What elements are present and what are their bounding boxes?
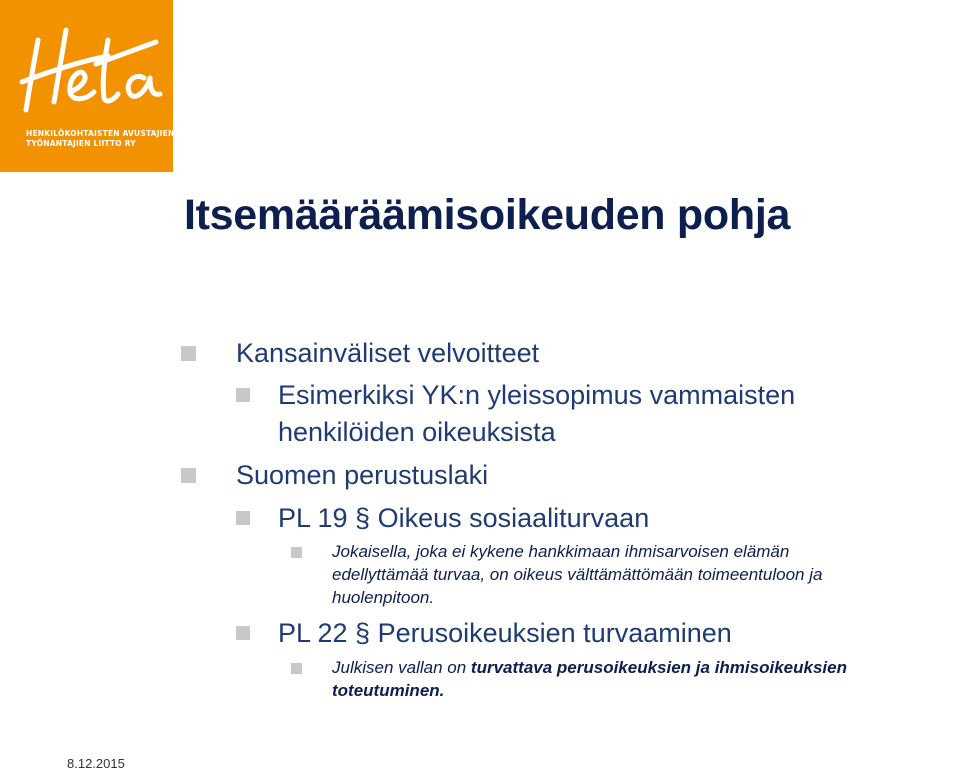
bullet-pl22 bbox=[278, 618, 732, 649]
bullet-pl19 bbox=[278, 503, 649, 534]
logo-tagline-2: TYÖNANTAJIEN LIITTO RY bbox=[26, 139, 136, 148]
square-bullet-icon bbox=[236, 388, 250, 402]
bullet-un-convention-continued bbox=[278, 417, 556, 448]
bullet-pl19-detail bbox=[332, 542, 789, 562]
bullet-text-line-2: toteutuminen. bbox=[332, 681, 445, 700]
square-bullet-icon bbox=[236, 511, 250, 525]
footer-date: 8.12.2015 bbox=[67, 756, 125, 771]
heta-wordmark-logo bbox=[8, 22, 168, 122]
bullet-pl22-detail-line-2 bbox=[332, 681, 444, 701]
bullet-text: PL 19 § Oikeus sosiaaliturvaan bbox=[278, 503, 650, 533]
bullet-pl19-detail-line-2 bbox=[332, 565, 822, 585]
bullet-text-line-1: Jokaisella, joka ei kykene hankkimaan ihmisarvoisen elämän bbox=[332, 542, 790, 561]
bullet-text-line-3: huolenpitoon. bbox=[332, 588, 435, 607]
bullet-text-line-1: Esimerkiksi YK:n yleissopimus vammaisten bbox=[278, 380, 796, 410]
square-bullet-icon bbox=[181, 468, 196, 483]
bullet-text-line-2: edellyttämää turvaa, on oikeus välttämättömään toimeentuloon ja bbox=[332, 565, 823, 584]
bullet-pl19-detail-line-3 bbox=[332, 588, 434, 608]
square-bullet-icon bbox=[291, 663, 302, 674]
slide-title: Itsemääräämisoikeuden pohja bbox=[184, 191, 791, 239]
bullet-text: Kansainväliset velvoitteet bbox=[236, 338, 540, 368]
square-bullet-icon bbox=[291, 547, 302, 558]
square-bullet-icon bbox=[236, 626, 250, 640]
bullet-constitution bbox=[236, 460, 488, 491]
bullet-text-plain: Julkisen vallan on bbox=[332, 658, 471, 677]
bullet-text-bold: turvattava perusoikeuksien ja ihmisoikeuksien bbox=[470, 658, 847, 677]
bullet-pl22-detail bbox=[332, 658, 847, 678]
bullet-un-convention bbox=[278, 380, 795, 411]
bullet-text-line-2: henkilöiden oikeuksista bbox=[278, 417, 556, 447]
bullet-international-obligations bbox=[236, 338, 539, 369]
bullet-text: PL 22 § Perusoikeuksien turvaaminen bbox=[278, 618, 732, 648]
logo-tagline-1: HENKILÖKOHTAISTEN AVUSTAJIEN bbox=[26, 129, 175, 138]
square-bullet-icon bbox=[181, 346, 196, 361]
bullet-text: Suomen perustuslaki bbox=[236, 460, 489, 490]
heta-logo bbox=[0, 0, 173, 172]
